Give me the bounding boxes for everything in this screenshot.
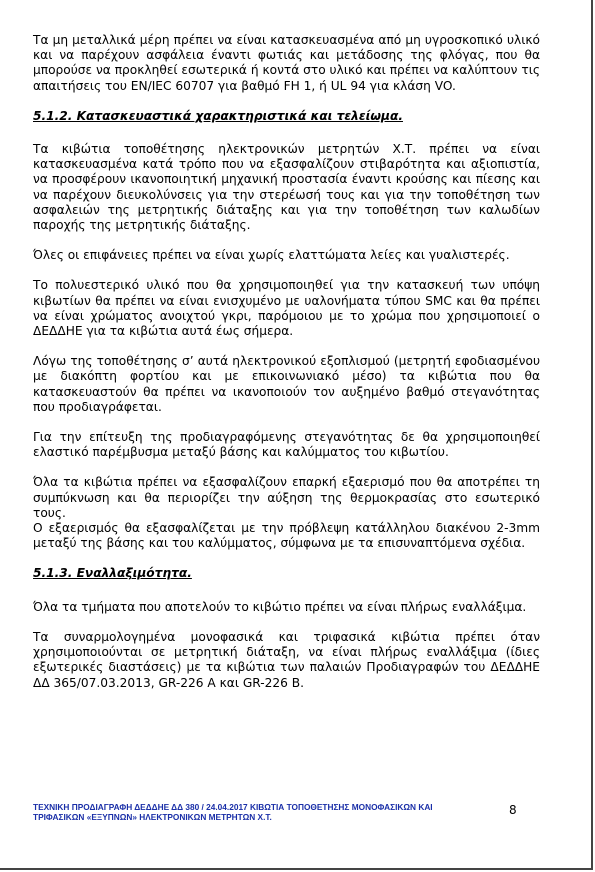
paragraph-non-metallic-parts: Τα μη μεταλλικά μέρη πρέπει να είναι κατασκευασμένα από μη υγροσκοπικό υλικό και να παρέχουν ασφάλεια έναντι φωτιάς και μετάδοσης της φλόγας, που θα μπορούσε να προκληθεί εσωτερικά ή κοντά στο υλικό και πρέπει να καλύπτουν τις απαιτήσεις του EN/IEC 60707 για βαθμό FH 1, ή UL 94 για κλάση VO.	[33, 33, 540, 93]
paragraph-gasket: Για την επίτευξη της προδιαγραφόμενης στεγανότητας δε θα χρησιμοποιηθεί ελαστικό παρέμβυσμα μεταξύ βάσης και καλύμματος του κιβωτίου.	[33, 430, 540, 460]
footer-line-1: ΤΕΧΝΙΚΗ ΠΡΟΔΙΑΓΡΑΦΗ ΔΕΔΔΗΕ ΔΔ 380 / 24.04.2017 ΚΙΒΩΤΙΑ ΤΟΠΟΘΕΤΗΣΗΣ ΜΟΝΟΦΑΣΙΚΩΝ ΚΑΙ	[33, 802, 433, 812]
page-number: 8	[509, 803, 517, 817]
footer-line-2: ΤΡΙΦΑΣΙΚΩΝ «ΕΞΥΠΝΩΝ» ΗΛΕΚΤΡΟΝΙΚΩΝ ΜΕΤΡΗΤΩΝ Χ.Τ.	[33, 812, 272, 822]
document-body	[33, 33, 540, 706]
section-heading-5-1-2: 5.1.2. Κατασκευαστικά χαρακτηριστικά και τελείωμα.	[33, 108, 403, 123]
paragraph-interchangeable-parts: Όλα τα τμήματα που αποτελούν το κιβώτιο πρέπει να είναι πλήρως εναλλάξιμα.	[33, 599, 527, 614]
paragraph-construction: Τα κιβώτια τοποθέτησης ηλεκτρονικών μετρητών Χ.Τ. πρέπει να είναι κατασκευασμένα κατά τρόπο που να εξασφαλίζουν στιβαρότητα και αξιοπιστία, να προσφέρουν ικανοποιητική μηχανική προστασία έναντι κρούσης και πίεσης και να παρέχουν διευκολύνσεις για την στερέωσή τους και για την τοποθέτηση των ασφαλειών της μετρητικής διάταξης και για την τοποθέτηση των καλωδίων παροχής της μετρητικής διάταξης.	[33, 142, 540, 233]
page-footer	[33, 802, 463, 822]
paragraph-polyester-material: Το πολυεστερικό υλικό που θα χρησιμοποιηθεί για την κατασκευή των υπόψη κιβωτίων θα πρέπει να είναι ενισχυμένο με υαλονήματα τύπου SMC και θα πρέπει να είναι χρώματος ανοιχτού γκρι, παρόμοιου με το χρώμα που χρησιμοποιεί ο ΔΕΔΔΗΕ για τα κιβώτια αυτά έως σήμερα.	[33, 278, 540, 339]
section-heading-5-1-3: 5.1.3. Εναλλαξιμότητα.	[33, 566, 192, 581]
paragraph-ventilation: Όλα τα κιβώτια πρέπει να εξασφαλίζουν επαρκή εξαερισμό που θα αποτρέπει τη συμπύκνωση και θα περιορίζει την αύξηση της θερμοκρασίας στο εσωτερικό τους.	[33, 475, 540, 520]
paragraph-interchangeable-boxes: Τα συναρμολογημένα μονοφασικά και τριφασικά κιβώτια πρέπει όταν χρησιμοποιούνται σε μετρητική διάταξη, να είναι πλήρως εναλλάξιμα (ίδιες εξωτερικές διαστάσεις) με τα κιβώτια των παλαιών Προδιαγραφών του ΔΕΔΔΗΕ ΔΔ 365/07.03.2013, GR-226 A και GR-226 B.	[33, 629, 540, 690]
paragraph-ventilation-gap: Ο εξαερισμός θα εξασφαλίζεται με την πρόβλεψη κατάλληλου διακένου 2-3mm μεταξύ της βάσης και του καλύμματος, σύμφωνα με τα επισυναπτόμενα σχέδια.	[33, 521, 540, 551]
paragraph-sealing-degree: Λόγω της τοποθέτησης σ’ αυτά ηλεκτρονικού εξοπλισμού (μετρητή εφοδιασμένου με διακόπτη φορτίου και με επικοινωνιακό μέσο) τα κιβώτια που θα κατασκευαστούν θα πρέπει να ικανοποιούν τον αυξημένο βαθμό στεγανότητας που προδιαγράφεται.	[33, 354, 540, 414]
paragraph-surfaces: Όλες οι επιφάνειες πρέπει να είναι χωρίς ελαττώματα λείες και γυαλιστερές.	[33, 248, 510, 263]
